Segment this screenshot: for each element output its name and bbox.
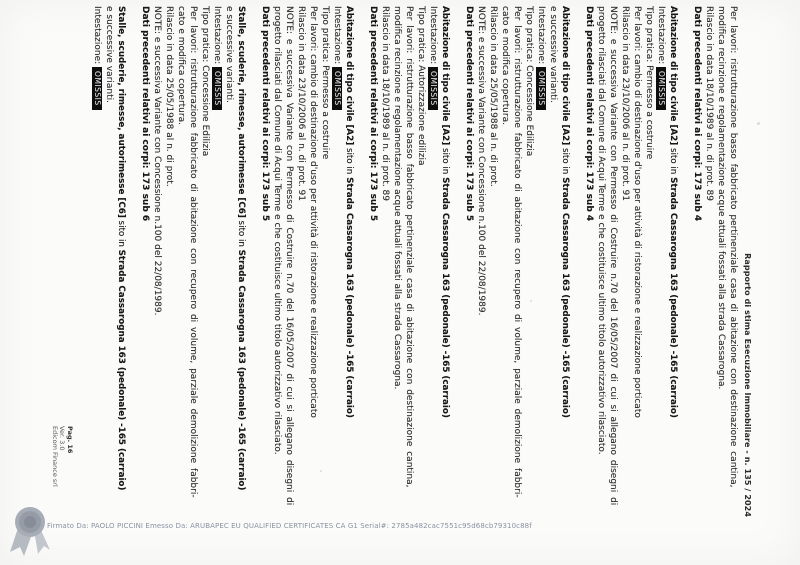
text-line: Per lavori: ristrutturazione basso fabbricato pertinenziale casa di abitazione con destinazione cantina, — [404, 6, 414, 488]
text-line: Dati precedenti relativi ai corpi: 173 sub 5 — [368, 6, 378, 222]
signature-footer: Firmato Da: PAOLO PICCINI Emesso Da: ARUBAPEC EU QUALIFIED CERTIFICATES CA G1 Serial#: 2785a482cac7551c95d68cb79310c88f — [47, 522, 532, 530]
text-line: Rilascio in data 23/10/2006 al n. di prot. 91 — [296, 6, 306, 202]
text-line: modifica recinzione e regolamentazione acque attuali fossati alla strada Cassarogna. — [716, 6, 726, 390]
practice-section — [259, 6, 355, 540]
section-heading — [439, 6, 451, 540]
property-address-label: Strada Cassarogna 163 (pedonale) -165 (carraio) — [236, 249, 246, 491]
text-line: Rilascio in data 25/05/1988 al n. di prot. — [488, 6, 498, 187]
redaction-box: OMISSIS — [212, 67, 222, 110]
section-heading — [343, 6, 355, 540]
text-line: progetto rilasciati dal Comune di Acqui Terme e che costituisce ultimo titolo autorizzativo rilasciato. — [596, 6, 606, 455]
redaction-box: OMISSIS — [332, 67, 342, 110]
section-gap — [451, 6, 463, 540]
text-line: Per lavori: ristrutturazione basso fabbricato pertinenziale casa di abitazione con destinazione cantina, — [728, 6, 738, 488]
text-line: Dati precedenti relativi ai corpi: 173 sub 4 — [584, 6, 594, 222]
page-number: Pag. 16 — [66, 426, 74, 454]
text-line: e successive varianti. — [104, 6, 114, 103]
heading-connector: sito in — [236, 217, 246, 250]
heading-connector: sito in — [116, 217, 126, 250]
text-line: Rilascio in data 18/10/1989 al n. di prot. 89 — [380, 6, 390, 202]
notary-seal-icon — [8, 500, 50, 558]
text-line: e successive varianti. — [548, 6, 558, 103]
intestazione-line: Intestazione: OMISSIS — [427, 6, 439, 540]
text-line: Dati precedenti relativi ai corpi: 173 sub 4 — [692, 6, 702, 222]
text-line: cato e modifica copertura. — [500, 6, 510, 125]
section-gap — [355, 6, 367, 540]
text-line: Per lavori: cambio di destinazione d'uso per attività di ristorazione e realizzazione porticato — [308, 6, 318, 418]
section-gap — [679, 6, 691, 540]
practice-section — [367, 6, 451, 540]
text-line: NOTE: e successiva Variante con Concessione n.100 del 22/08/1989. — [152, 6, 162, 316]
scan-speck — [530, 300, 532, 302]
text-line: Tipo pratica: Concessione Edilizia — [524, 6, 534, 157]
practice-section — [691, 6, 739, 540]
text-line: Tipo pratica: Permesso a costruire — [644, 6, 654, 160]
section-heading — [235, 6, 247, 540]
redaction-box: OMISSIS — [536, 67, 546, 110]
section-heading — [559, 6, 571, 540]
section-gap — [571, 6, 583, 540]
version-label: Ver. 3.0 — [58, 426, 67, 451]
property-type-label: Abitazione di tipo civile [A2] — [668, 6, 678, 146]
practice-section — [91, 6, 127, 540]
property-type-label: Abitazione di tipo civile [A2] — [560, 6, 570, 146]
scan-speck — [320, 470, 322, 472]
text-line: Rilascio in data 23/10/2006 al n. di prot. 91 — [620, 6, 630, 202]
text-line: Dati precedenti relativi ai corpi: 173 sub 6 — [140, 6, 150, 222]
page-footer-block — [50, 426, 73, 487]
property-type-label: Stalle, scuderie, rimesse, autorimesse [C6] — [236, 6, 246, 218]
property-type-label: Abitazione di tipo civile [A2] — [440, 6, 450, 146]
text-line: Per lavori: ristrutturazione fabbricato di abitazione con recupero di volume, parziale demolizione fabbri- — [188, 6, 198, 498]
section-heading — [115, 6, 127, 540]
text-line: NOTE: e successiva Variante con Permesso di Costruire n.70 del 16/05/2007 di cui si allegano disegni di — [284, 6, 294, 506]
property-address-label: Strada Cassarogna 163 (pedonale) -165 (carraio) — [560, 177, 570, 418]
heading-connector: sito in — [344, 145, 354, 178]
text-line: Rilascio in data 18/10/1989 al n. di prot. 89 — [704, 6, 714, 202]
text-line: Tipo pratica: Autorizzazione edilizia — [416, 6, 426, 166]
text-line: progetto rilasciati dal Comune di Acqui Terme e che costituisce ultimo titolo autorizzativo rilasciato. — [272, 6, 282, 455]
intestazione-line: Intestazione: OMISSIS — [91, 6, 103, 540]
report-header: Rapporto di stima Esecuzione Immobiliare - n. 135 / 2024 — [743, 253, 752, 517]
heading-connector: sito in — [560, 145, 570, 178]
text-line: cato e modifica copertura. — [176, 6, 186, 125]
text-line: Dati precedenti relativi ai corpi: 173 sub 5 — [464, 6, 474, 222]
section-gap — [247, 6, 259, 540]
text-line: Rilascio in data 25/05/1988 al n. di prot. — [164, 6, 174, 187]
property-type-label: Stalle, scuderie, rimesse, autorimesse [C6] — [116, 6, 126, 218]
text-line: Per lavori: ristrutturazione fabbricato di abitazione con recupero di volume, parziale demolizione fabbri- — [512, 6, 522, 498]
property-type-label: Abitazione di tipo civile [A2] — [344, 6, 354, 146]
text-line: modifica recinzione e regolamentazione acque attuali fossati alla strada Cassarogna. — [392, 6, 402, 390]
text-line: Tipo pratica: Concessione Edilizia — [200, 6, 210, 157]
text-line: Tipo pratica: Permesso a costruire — [320, 6, 330, 160]
redaction-box: OMISSIS — [92, 67, 102, 110]
section-heading — [667, 6, 679, 540]
practice-section — [463, 6, 571, 540]
property-address-label: Strada Cassarogna 163 (pedonale) -165 (carraio) — [668, 177, 678, 418]
text-line: NOTE: e successiva Variante con Permesso di Costruire n.70 del 16/05/2007 di cui si allegano disegni di — [608, 6, 618, 506]
heading-connector: sito in — [440, 145, 450, 178]
property-address-label: Strada Cassarogna 163 (pedonale) -165 (carraio) — [440, 177, 450, 418]
scan-speck — [757, 122, 760, 125]
property-address-label: Strada Cassarogna 163 (pedonale) -165 (carraio) — [116, 249, 126, 491]
property-address-label: Strada Cassarogna 163 (pedonale) -165 (carraio) — [344, 177, 354, 418]
practice-section — [139, 6, 247, 540]
intestazione-line: Intestazione: OMISSIS — [535, 6, 547, 540]
text-line: NOTE: e successiva Variante con Concessione n.100 del 22/08/1989. — [476, 6, 486, 316]
heading-connector: sito in — [668, 145, 678, 178]
publisher-label: Edicom Finance srl — [50, 426, 59, 487]
intestazione-line: Intestazione: OMISSIS — [331, 6, 343, 540]
text-line: Dati precedenti relativi ai corpi: 173 sub 5 — [260, 6, 270, 222]
redaction-box: OMISSIS — [656, 67, 666, 110]
intestazione-line: Intestazione: OMISSIS — [655, 6, 667, 540]
text-line: Per lavori: cambio di destinazione d'uso per attività di ristorazione e realizzazione porticato — [632, 6, 642, 418]
document-body — [91, 6, 739, 540]
section-gap — [127, 6, 139, 540]
intestazione-line: Intestazione: OMISSIS — [211, 6, 223, 540]
redaction-box: OMISSIS — [428, 67, 438, 110]
text-line: e successive varianti. — [224, 6, 234, 103]
practice-section — [583, 6, 679, 540]
